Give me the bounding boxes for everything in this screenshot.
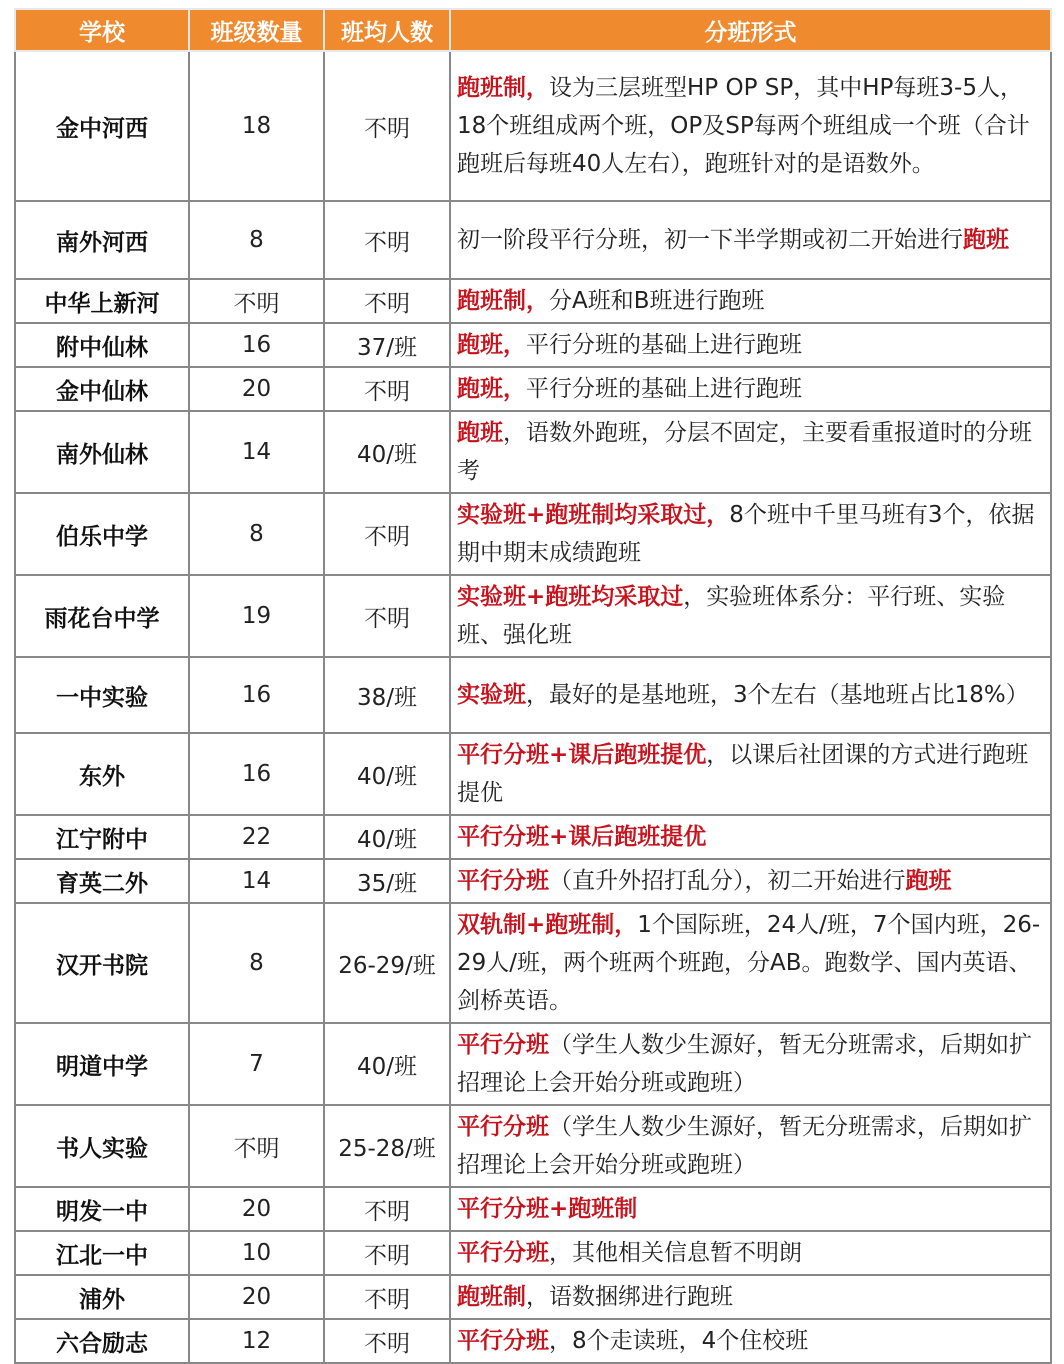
table-row: [15, 903, 1051, 1023]
description-text: （直升外招打乱分），初二开始进行: [549, 868, 906, 894]
table-row: [15, 367, 1051, 411]
header-row: [15, 9, 1051, 51]
highlight-text: 平行分班: [457, 868, 549, 894]
description-text: 8个班中千里马班有3个，依据期中期末成绩跑班: [457, 502, 1035, 566]
school-name-cell: 南外仙林: [15, 411, 189, 493]
description-text: （学生人数少生源好，暂无分班需求，后期如扩招理论上会开始分班或跑班）: [457, 1114, 1032, 1178]
table-row: [15, 1105, 1051, 1187]
avg-size-cell: 25-28/班: [324, 1105, 450, 1187]
school-name-cell: 一中实验: [15, 657, 189, 733]
highlight-text: 跑班: [963, 227, 1009, 253]
avg-size-cell: 不明: [324, 279, 450, 323]
format-description-cell: [450, 1105, 1051, 1187]
class-count-cell: 8: [189, 493, 324, 575]
table-row: [15, 323, 1051, 367]
avg-size-cell: 不明: [324, 575, 450, 657]
highlight-text: 实验班+跑班制均采取过，: [457, 502, 730, 528]
format-description-cell: [450, 903, 1051, 1023]
class-count-cell: 22: [189, 815, 324, 859]
class-count-cell: 18: [189, 51, 324, 201]
school-name-cell: 江北一中: [15, 1231, 189, 1275]
description-text: ，语数捆绑进行跑班: [526, 1284, 733, 1310]
school-name-cell: 书人实验: [15, 1105, 189, 1187]
table-header: [15, 9, 1051, 51]
avg-size-cell: 不明: [324, 201, 450, 279]
avg-size-cell: 不明: [324, 51, 450, 201]
highlight-text: 跑班，: [457, 376, 526, 402]
school-name-cell: 明发一中: [15, 1187, 189, 1231]
school-name-cell: 附中仙林: [15, 323, 189, 367]
highlight-text: 跑班制，: [457, 288, 549, 314]
highlight-text: 跑班: [457, 420, 503, 446]
table-row: [15, 493, 1051, 575]
header-school: 学校: [15, 9, 189, 51]
avg-size-cell: 40/班: [324, 1023, 450, 1105]
class-count-cell: 不明: [189, 1105, 324, 1187]
description-text: ，最好的是基地班，3个左右（基地班占比18%）: [526, 682, 1029, 708]
class-count-cell: 10: [189, 1231, 324, 1275]
highlight-text: 双轨制+跑班制，: [457, 912, 638, 938]
class-count-cell: 14: [189, 859, 324, 903]
highlight-text: 平行分班: [457, 1114, 549, 1140]
avg-size-cell: 40/班: [324, 411, 450, 493]
school-name-cell: 汉开书院: [15, 903, 189, 1023]
avg-size-cell: 不明: [324, 1319, 450, 1363]
format-description-cell: [450, 367, 1051, 411]
school-name-cell: 六合励志: [15, 1319, 189, 1363]
table-row: [15, 733, 1051, 815]
format-description-cell: [450, 1275, 1051, 1319]
description-text: 设为三层班型HP OP SP，其中HP每班3-5人，18个班组成两个班，OP及SP每两个班组成一个班（合计跑班后每班40人左右），跑班针对的是语数外。: [457, 75, 1030, 177]
description-text: 初一阶段平行分班，初一下半学期或初二开始进行: [457, 227, 963, 253]
avg-size-cell: 不明: [324, 1231, 450, 1275]
avg-size-cell: 37/班: [324, 323, 450, 367]
school-name-cell: 明道中学: [15, 1023, 189, 1105]
highlight-text: 实验班: [457, 682, 526, 708]
table-row: [15, 859, 1051, 903]
avg-size-cell: 38/班: [324, 657, 450, 733]
format-description-cell: [450, 657, 1051, 733]
format-description-cell: [450, 1187, 1051, 1231]
highlight-text: 平行分班: [457, 1032, 549, 1058]
table-row: [15, 201, 1051, 279]
format-description-cell: [450, 411, 1051, 493]
table-row: [15, 1187, 1051, 1231]
highlight-text: 跑班制，: [457, 75, 549, 101]
class-count-cell: 16: [189, 657, 324, 733]
format-description-cell: [450, 201, 1051, 279]
highlight-text: 平行分班: [457, 1328, 549, 1354]
school-name-cell: 中华上新河: [15, 279, 189, 323]
school-name-cell: 浦外: [15, 1275, 189, 1319]
format-description-cell: [450, 575, 1051, 657]
table-row: [15, 657, 1051, 733]
highlight-text: 跑班: [905, 868, 952, 894]
description-text: ，其他相关信息暂不明朗: [549, 1240, 802, 1266]
table-row: [15, 1231, 1051, 1275]
avg-size-cell: 不明: [324, 1187, 450, 1231]
school-name-cell: 伯乐中学: [15, 493, 189, 575]
description-text: ，以课后社团课的方式进行跑班提优: [457, 742, 1029, 806]
highlight-text: 平行分班: [457, 1240, 549, 1266]
class-count-cell: 8: [189, 201, 324, 279]
format-description-cell: [450, 1319, 1051, 1363]
avg-size-cell: 不明: [324, 493, 450, 575]
format-description-cell: [450, 323, 1051, 367]
avg-size-cell: 40/班: [324, 815, 450, 859]
table-row: [15, 279, 1051, 323]
table-row: [15, 575, 1051, 657]
highlight-text: 跑班，: [457, 332, 526, 358]
class-count-cell: 20: [189, 1275, 324, 1319]
class-count-cell: 16: [189, 733, 324, 815]
format-description-cell: [450, 733, 1051, 815]
class-count-cell: 20: [189, 1187, 324, 1231]
highlight-text: 平行分班+课后跑班提优: [457, 742, 707, 768]
description-text: （学生人数少生源好，暂无分班需求，后期如扩招理论上会开始分班或跑班）: [457, 1032, 1032, 1096]
table-row: [15, 411, 1051, 493]
class-count-cell: 16: [189, 323, 324, 367]
table-row: [15, 51, 1051, 201]
avg-size-cell: 40/班: [324, 733, 450, 815]
description-text: 1个国际班，24人/班，7个国内班，26-29人/班，两个班两个班跑，分AB。跑数学、国内英语、剑桥英语。: [457, 912, 1041, 1014]
avg-size-cell: 35/班: [324, 859, 450, 903]
description-text: ，语数外跑班，分层不固定，主要看重报道时的分班考: [457, 420, 1032, 484]
class-count-cell: 14: [189, 411, 324, 493]
avg-size-cell: 26-29/班: [324, 903, 450, 1023]
description-text: ，实验班体系分：平行班、实验班、强化班: [457, 584, 1006, 648]
description-text: 平行分班的基础上进行跑班: [526, 376, 802, 402]
highlight-text: 平行分班+跑班制: [457, 1196, 638, 1222]
class-count-cell: 19: [189, 575, 324, 657]
class-count-cell: 8: [189, 903, 324, 1023]
class-count-cell: 7: [189, 1023, 324, 1105]
table-body: [15, 51, 1051, 1363]
format-description-cell: [450, 1023, 1051, 1105]
avg-size-cell: 不明: [324, 367, 450, 411]
format-description-cell: [450, 815, 1051, 859]
class-count-cell: 12: [189, 1319, 324, 1363]
highlight-text: 实验班+跑班均采取过: [457, 584, 684, 610]
class-count-cell: 20: [189, 367, 324, 411]
format-description-cell: [450, 1231, 1051, 1275]
class-count-cell: 不明: [189, 279, 324, 323]
table-row: [15, 815, 1051, 859]
header-class-count: 班级数量: [189, 9, 324, 51]
school-name-cell: 雨花台中学: [15, 575, 189, 657]
format-description-cell: [450, 51, 1051, 201]
table-row: [15, 1319, 1051, 1363]
school-name-cell: 金中仙林: [15, 367, 189, 411]
highlight-text: 跑班制: [457, 1284, 526, 1310]
description-text: 平行分班的基础上进行跑班: [526, 332, 802, 358]
description-text: 分A班和B班进行跑班: [549, 288, 765, 314]
school-name-cell: 东外: [15, 733, 189, 815]
description-text: ，8个走读班，4个住校班: [549, 1328, 809, 1354]
format-description-cell: [450, 493, 1051, 575]
school-name-cell: 金中河西: [15, 51, 189, 201]
header-format: 分班形式: [450, 9, 1051, 51]
school-class-table-container: [14, 8, 1050, 1364]
header-avg-size: 班均人数: [324, 9, 450, 51]
format-description-cell: [450, 859, 1051, 903]
school-name-cell: 江宁附中: [15, 815, 189, 859]
table-row: [15, 1275, 1051, 1319]
school-name-cell: 南外河西: [15, 201, 189, 279]
school-class-table: [14, 8, 1052, 1364]
table-row: [15, 1023, 1051, 1105]
avg-size-cell: 不明: [324, 1275, 450, 1319]
school-name-cell: 育英二外: [15, 859, 189, 903]
highlight-text: 平行分班+课后跑班提优: [457, 824, 707, 850]
format-description-cell: [450, 279, 1051, 323]
